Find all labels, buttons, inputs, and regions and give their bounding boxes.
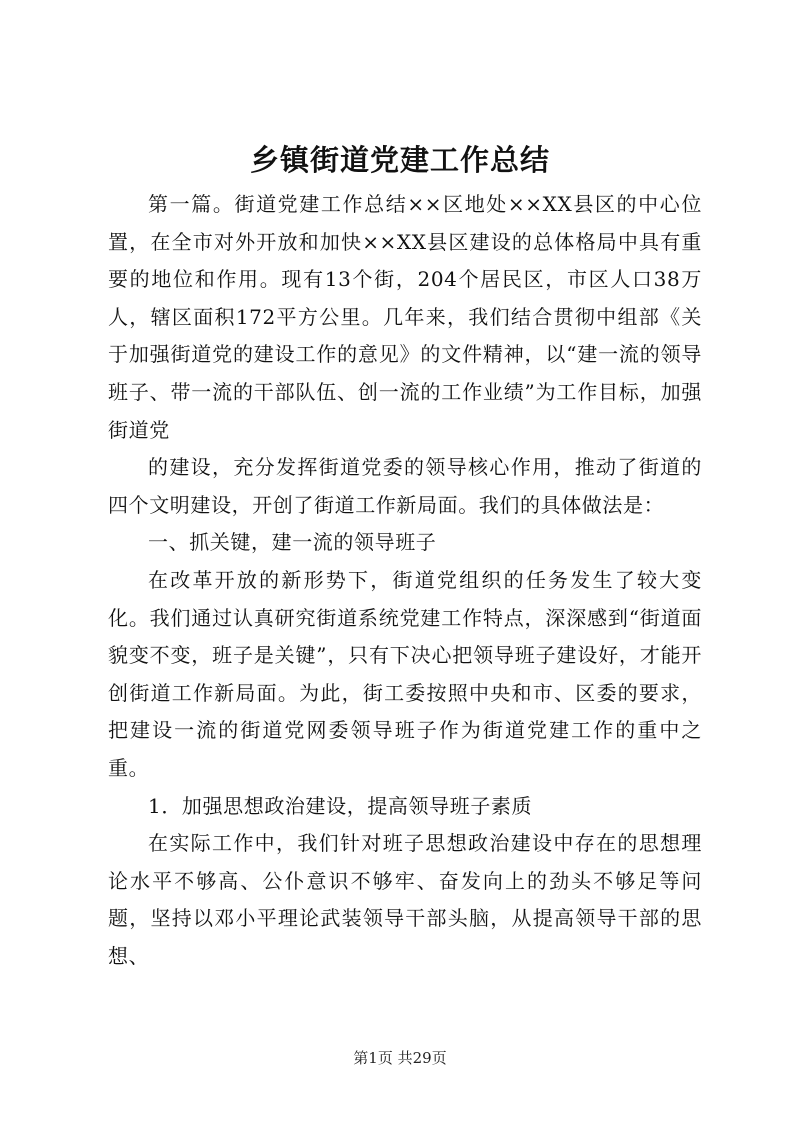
subsection-heading-1-1: 1．加强思想政治建设，提高领导班子素质 xyxy=(148,793,533,818)
paragraph-section-1: 在改革开放的新形势下，街道党组织的任务发生了较大变化。我们通过认真研究街道系统党建工作特点，深深感到“街道面貌变不变，班子是关键”，只有下决心把领导班子建设好，才能开创街道工作新局面。为此，街工委按照中央和市、区委的要求，把建设一流的街道党网委领导班子作为街道党建工作的重中之重。 xyxy=(108,567,702,780)
paragraph-continuation: 的建设，充分发挥街道党委的领导核心作用，推动了街道的四个文明建设，开创了街道工作新局面。我们的具体做法是： xyxy=(108,455,702,517)
section-heading-1: 一、抓关键，建一流的领导班子 xyxy=(148,530,437,555)
document-body xyxy=(108,186,702,975)
paragraph-intro: 第一篇。街道党建工作总结××区地处××XX县区的中心位置，在全市对外开放和加快××XX县区建设的总体格局中具有重要的地位和作用。现有13个街，204个居民区，市区人口38万人，辖区面积172平方公里。几年来，我们结合贯彻中组部《关于加强街道党的建设工作的意见》的文件精神，以“建一流的领导班子、带一流的干部队伍、创一流的工作业绩”为工作目标，加强街道党 xyxy=(108,192,702,442)
document-title: 乡镇街道党建工作总结 xyxy=(249,143,550,177)
page-footer: 第1页 共29页 xyxy=(353,1049,447,1067)
paragraph-subsection-1-1: 在实际工作中，我们针对班子思想政治建设中存在的思想理论水平不够高、公仆意识不够牢、奋发向上的劲头不够足等问题，坚持以邓小平理论武装领导干部头脑，从提高领导干部的思想、 xyxy=(108,831,702,968)
